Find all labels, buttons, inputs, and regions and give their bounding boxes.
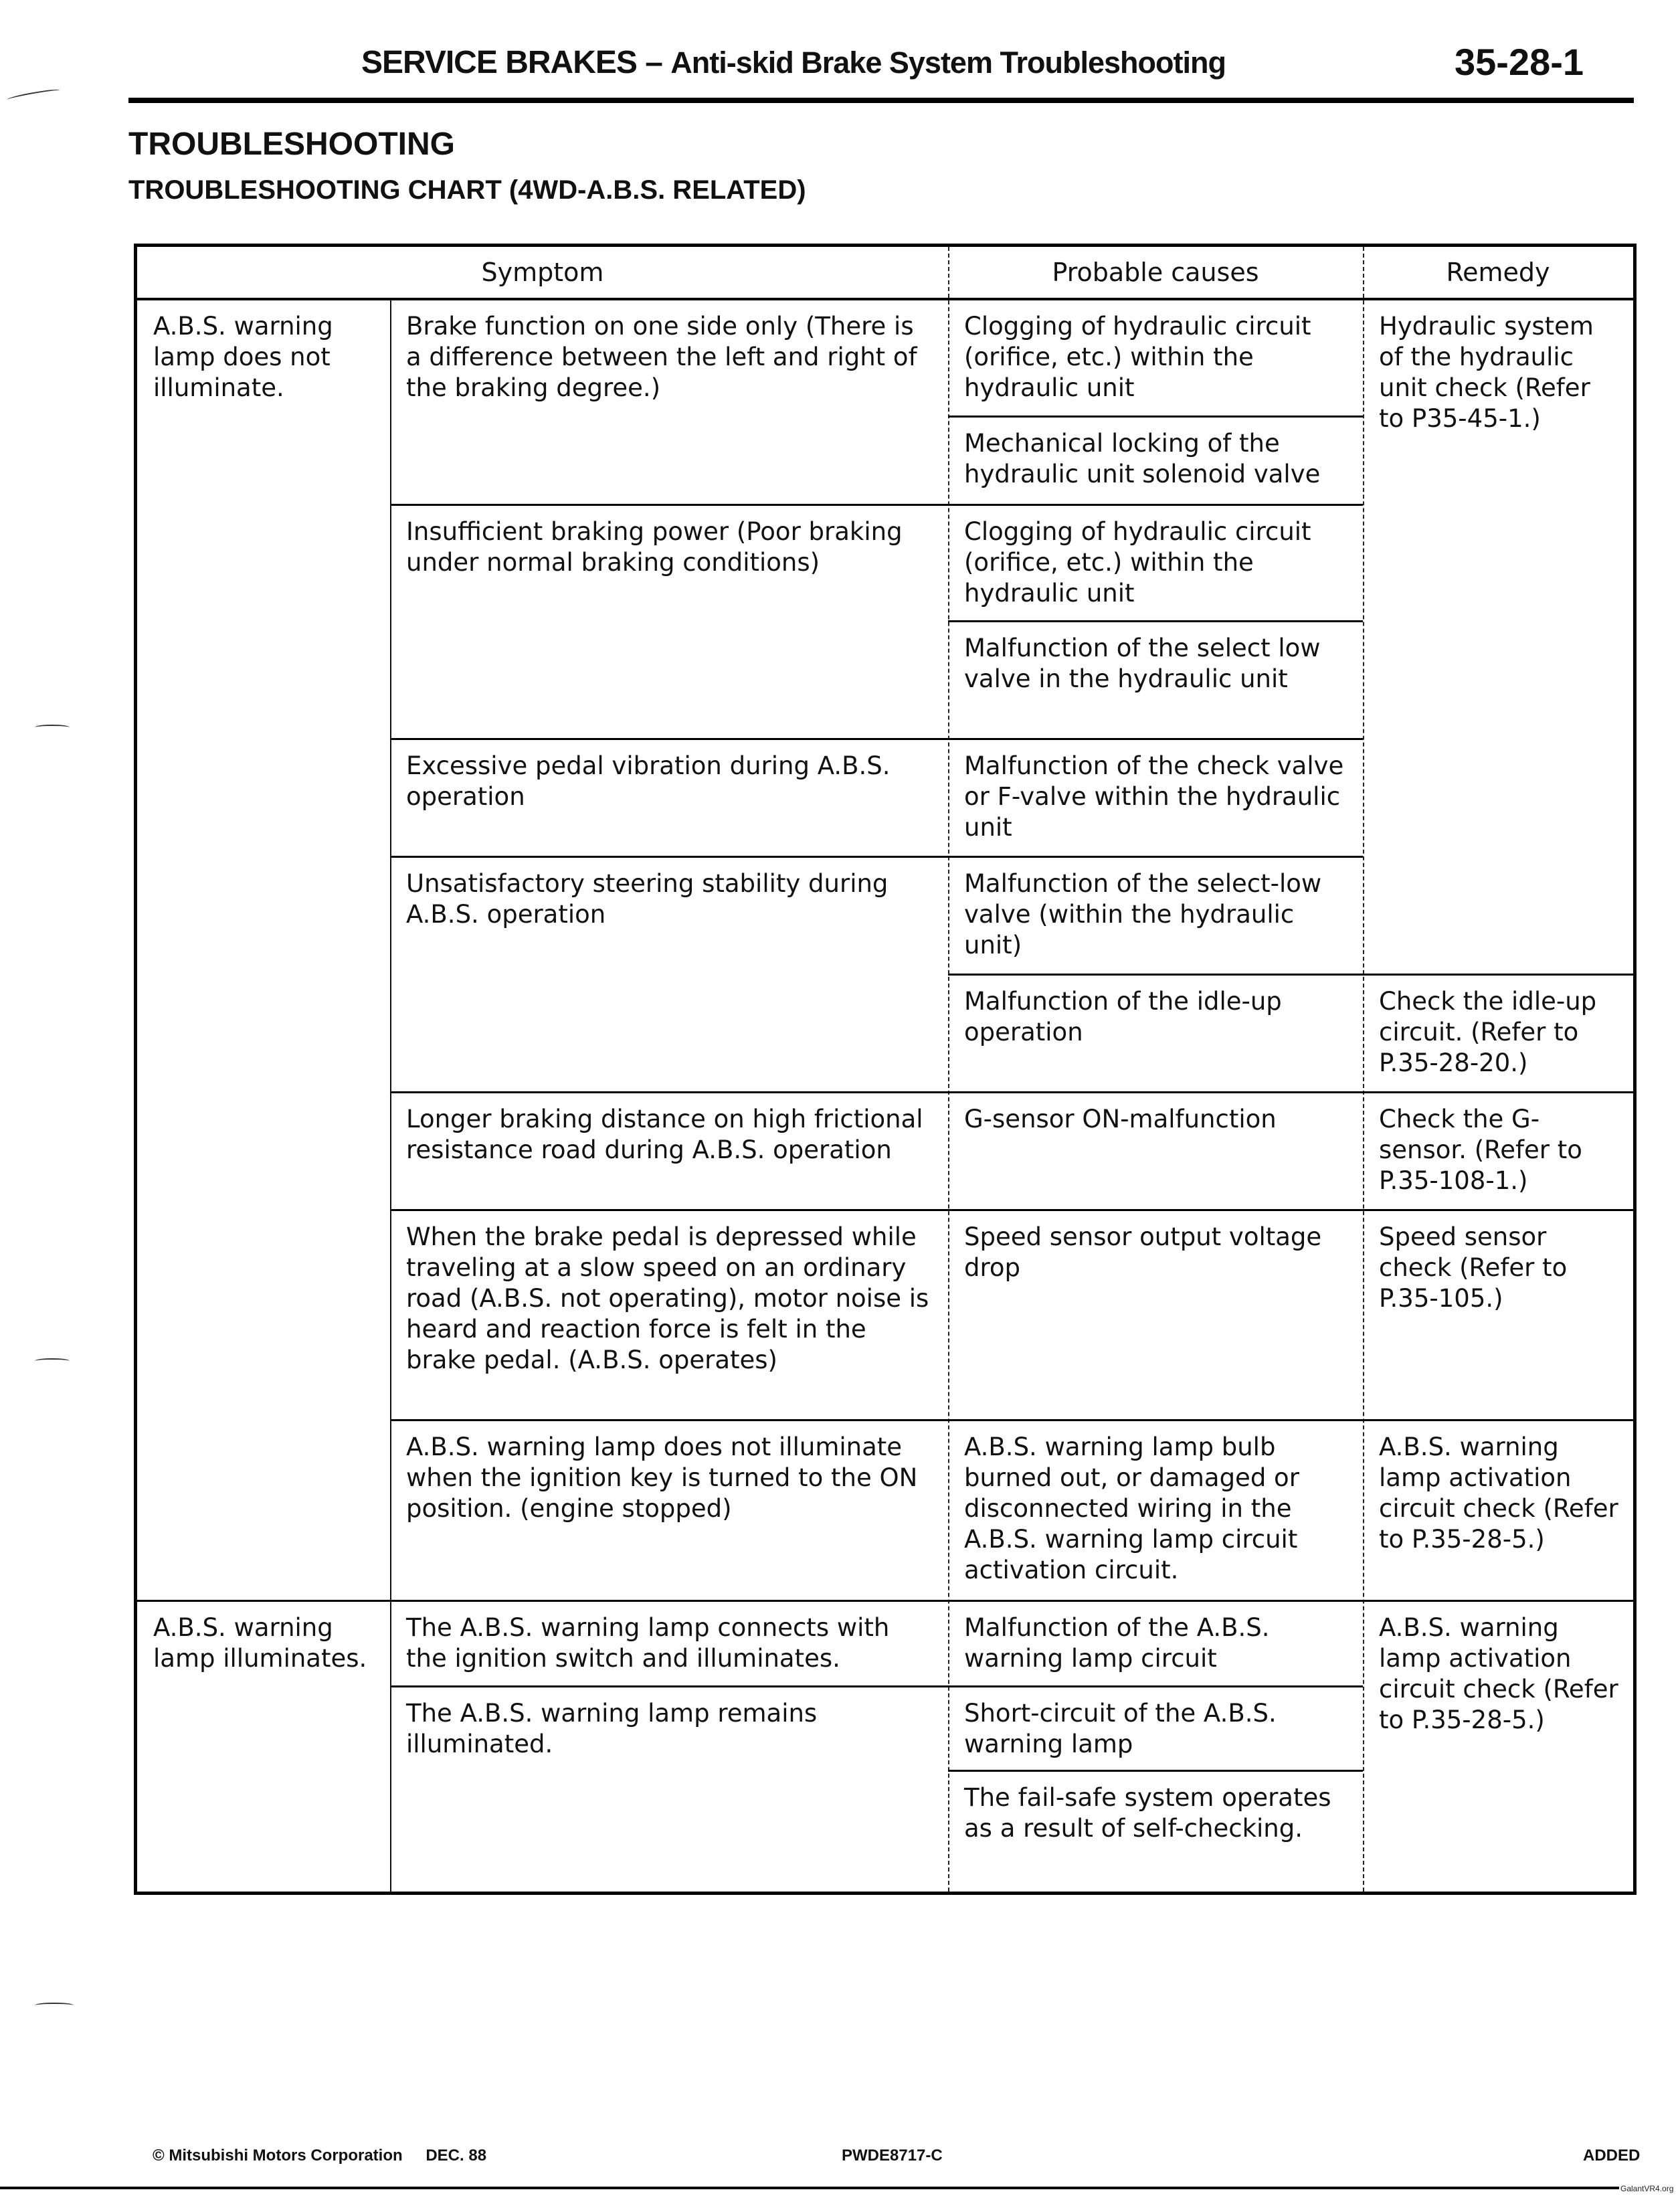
remedy-cell: Hydraulic system of the hydraulic unit check (Refer to P35-45-1.) bbox=[1379, 312, 1594, 433]
cause-cell: Clogging of hydraulic circuit (orifice, etc.) within the hydraulic unit bbox=[964, 312, 1311, 402]
symptom-cell: Insufficient braking power (Poor braking under normal braking conditions) bbox=[406, 517, 903, 577]
troubleshooting-table bbox=[134, 244, 1637, 1895]
cause-cell: Malfunction of the check valve or F-valve within the hydraulic unit bbox=[964, 751, 1344, 842]
header-causes: Probable causes bbox=[1052, 258, 1259, 287]
header-rule bbox=[128, 98, 1634, 103]
symptom-group-label: A.B.S. warning lamp illuminates. bbox=[153, 1613, 367, 1673]
cause-cell: Malfunction of the select-low valve (within the hydraulic unit) bbox=[964, 869, 1322, 959]
header-separator: – bbox=[645, 45, 662, 80]
header-symptom: Symptom bbox=[481, 258, 604, 287]
cause-cell: Short-circuit of the A.B.S. warning lamp bbox=[964, 1699, 1277, 1758]
cause-cell: Malfunction of the idle-up operation bbox=[964, 987, 1282, 1046]
scan-mark bbox=[35, 2003, 74, 2008]
remedy-cell: A.B.S. warning lamp activation circuit check (Refer to P.35-28-5.) bbox=[1379, 1433, 1618, 1554]
section-title: TROUBLESHOOTING bbox=[128, 126, 455, 162]
remedy-cell: A.B.S. warning lamp activation circuit check (Refer to P.35-28-5.) bbox=[1379, 1613, 1618, 1734]
symptom-cell: Unsatisfactory steering stability during A.B.S. operation bbox=[406, 869, 889, 929]
cause-cell: Malfunction of the select low valve in the hydraulic unit bbox=[964, 634, 1321, 693]
page-number: 35-28-1 bbox=[1455, 41, 1584, 83]
symptom-cell: When the brake pedal is depressed while traveling at a slow speed on an ordinary road (A.B.S. not operating), motor noise is heard and reaction force is felt in the brake pedal. (A.B.S. operates) bbox=[406, 1222, 929, 1374]
remedy-cell: Speed sensor check (Refer to P.35-105.) bbox=[1379, 1222, 1568, 1313]
remedy-cell: Check the idle-up circuit. (Refer to P.35-28-20.) bbox=[1379, 987, 1597, 1077]
cause-cell: G-sensor ON-malfunction bbox=[964, 1105, 1277, 1133]
scan-mark bbox=[7, 88, 60, 102]
symptom-cell: Longer braking distance on high frictional resistance road during A.B.S. operation bbox=[406, 1105, 923, 1164]
cause-cell: Mechanical locking of the hydraulic unit solenoid valve bbox=[964, 429, 1321, 488]
copyright-text: © Mitsubishi Motors Corporation bbox=[153, 2146, 403, 2165]
cause-cell: The fail-safe system operates as a result of self-checking. bbox=[964, 1783, 1331, 1843]
footer-date: DEC. 88 bbox=[426, 2146, 487, 2165]
chart-title: TROUBLESHOOTING CHART (4WD-A.B.S. RELATED) bbox=[128, 175, 806, 205]
footer-copyright bbox=[153, 2146, 486, 2165]
scan-mark bbox=[35, 725, 70, 730]
header-remedy: Remedy bbox=[1446, 258, 1550, 287]
symptom-cell: A.B.S. warning lamp does not illuminate when the ignition key is turned to the ON position. (engine stopped) bbox=[406, 1433, 918, 1523]
footer-status: ADDED bbox=[1583, 2146, 1641, 2165]
symptom-cell: The A.B.S. warning lamp connects with the ignition switch and illuminates. bbox=[406, 1613, 890, 1673]
page-header-title bbox=[361, 44, 1226, 81]
header-section: SERVICE BRAKES bbox=[361, 45, 637, 80]
cause-cell: Clogging of hydraulic circuit (orifice, etc.) within the hydraulic unit bbox=[964, 517, 1311, 608]
cause-cell: Speed sensor output voltage drop bbox=[964, 1222, 1322, 1282]
watermark: GalantVR4.org bbox=[1620, 2184, 1674, 2193]
symptom-cell: Brake function on one side only (There is a difference between the left and right of the braking degree.) bbox=[406, 312, 917, 402]
footer-code: PWDE8717-C bbox=[842, 2146, 943, 2165]
remedy-cell: Check the G-sensor. (Refer to P.35-108-1.) bbox=[1379, 1105, 1582, 1195]
scan-mark bbox=[35, 1358, 70, 1364]
footer-rule bbox=[0, 2187, 1619, 2189]
symptom-cell: The A.B.S. warning lamp remains illuminated. bbox=[406, 1699, 818, 1758]
cause-cell: A.B.S. warning lamp bulb burned out, or damaged or disconnected wiring in the A.B.S. warning lamp circuit activation circuit. bbox=[964, 1433, 1299, 1584]
cause-cell: Malfunction of the A.B.S. warning lamp circuit bbox=[964, 1613, 1270, 1673]
symptom-group-label: A.B.S. warning lamp does not illuminate. bbox=[153, 312, 333, 402]
header-subsection: Anti-skid Brake System Troubleshooting bbox=[670, 45, 1226, 80]
symptom-cell: Excessive pedal vibration during A.B.S. operation bbox=[406, 751, 891, 811]
